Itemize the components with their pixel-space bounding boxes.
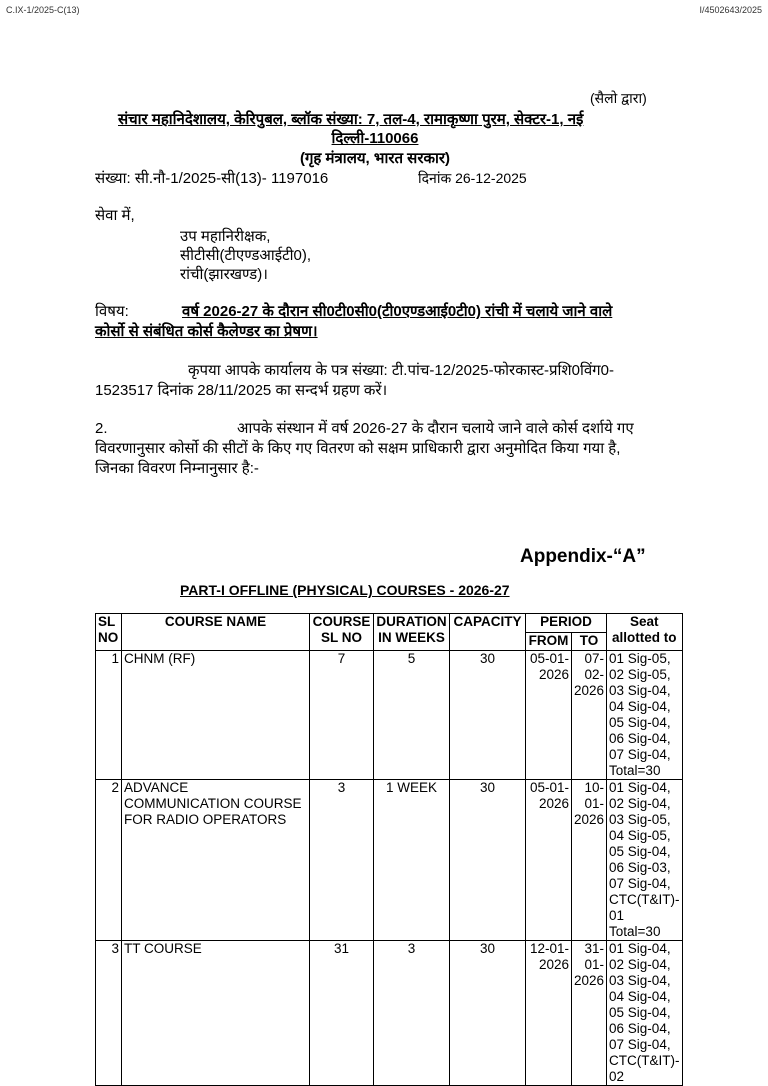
courses-table: [95, 613, 683, 1086]
seat-line: 03 Sig-05,: [609, 812, 671, 827]
part-title: PART-I OFFLINE (PHYSICAL) COURSES - 2026-27: [180, 582, 510, 598]
seat-line: 02 Sig-05,: [609, 667, 671, 682]
seat-line: 07 Sig-04,: [609, 747, 671, 762]
seat-line: 05 Sig-04,: [609, 1005, 671, 1020]
para1-line1: कृपया आपके कार्यालय के पत्र संख्या: टी.पांच-12/2025-फोरकास्ट-प्रशि0विंग0-: [188, 362, 614, 379]
table-row: [96, 941, 683, 1086]
cell-seat-allotment: [607, 651, 682, 780]
header-course-name: COURSE NAME: [122, 614, 310, 651]
para2-line2: विवरणानुसार कोर्सो की सीटों के किए गए वितरण को सक्षम प्राधिकारी द्वारा अनुमोदित किया गया है,: [95, 440, 621, 457]
seat-line: 07 Sig-04,: [609, 1037, 671, 1052]
cell-sl: 3: [96, 941, 122, 1086]
seat-line: 06 Sig-04,: [609, 1021, 671, 1036]
seat-line: Total=30: [609, 763, 661, 778]
seat-line: 06 Sig-03,: [609, 860, 671, 875]
seat-line: 02: [609, 1069, 625, 1084]
cell-course-sl: 7: [310, 651, 374, 780]
cell-from: 12-01-2026: [526, 941, 572, 1086]
ministry-line: (गृह मंत्रालय, भारत सरकार): [299, 150, 450, 167]
seat-line: 01: [609, 908, 625, 923]
cell-course-name: ADVANCE COMMUNICATION COURSE FOR RADIO OPERATORS: [122, 780, 310, 941]
seat-line: 04 Sig-04,: [609, 699, 671, 714]
seat-line: Total=30: [609, 924, 661, 939]
table-row: [96, 651, 683, 780]
cell-duration: 5: [374, 651, 450, 780]
cell-duration: 1 WEEK: [374, 780, 450, 941]
header-period: PERIOD: [526, 614, 607, 633]
header-to: TO: [572, 633, 607, 651]
letter-date: दिनांक 26-12-2025: [418, 170, 527, 186]
para2-number: 2.: [95, 420, 108, 437]
subject-line2: कोर्सो से संबंधित कोर्स कैलेण्डर का प्रेषण।: [95, 323, 318, 340]
table-row: [96, 780, 683, 941]
seat-line: 02 Sig-04,: [609, 957, 671, 972]
cell-to: 10-01-2026: [572, 780, 607, 941]
seat-line: 05 Sig-04,: [609, 715, 671, 730]
recipient-line: उप महानिरीक्षक,: [180, 228, 271, 245]
seat-line: 06 Sig-04,: [609, 731, 671, 746]
cell-seat-allotment: [607, 780, 682, 941]
table-header-row: [96, 614, 683, 633]
header-seat: Seat allotted to: [607, 614, 682, 651]
recipient-line: सीटीसी(टीएण्डआईटी0),: [180, 247, 312, 264]
header-course-sl-no: COURSE SL NO: [310, 614, 374, 651]
cell-capacity: 30: [450, 780, 526, 941]
seat-line: 01 Sig-04,: [609, 780, 671, 795]
cell-seat-allotment: [607, 941, 682, 1086]
cell-to: 07-02-2026: [572, 651, 607, 780]
cell-capacity: 30: [450, 651, 526, 780]
page-ref-right: I/4502643/2025: [699, 5, 762, 15]
para1-line2: 1523517 दिनांक 28/11/2025 का सन्दर्भ ग्रहण करें।: [95, 382, 388, 399]
para2-line1: आपके संस्थान में वर्ष 2026-27 के दौरान चलाये जाने वाले कोर्स दर्शाये गए: [237, 420, 634, 437]
cell-course-name: TT COURSE: [122, 941, 310, 1086]
seat-line: 03 Sig-04,: [609, 683, 671, 698]
seat-line: 03 Sig-04,: [609, 973, 671, 988]
seat-line: 07 Sig-04,: [609, 876, 671, 891]
cell-course-sl: 3: [310, 780, 374, 941]
cell-course-sl: 31: [310, 941, 374, 1086]
header-sl-no: SL NO: [96, 614, 122, 651]
seat-line: 01 Sig-04,: [609, 941, 671, 956]
seat-line: 02 Sig-04,: [609, 796, 671, 811]
seat-line: 01 Sig-05,: [609, 651, 671, 666]
cell-from: 05-01-2026: [526, 780, 572, 941]
para2-line3: जिनका विवरण निम्नानुसार है:-: [95, 460, 259, 477]
appendix-title: Appendix-“A”: [520, 546, 646, 567]
cell-sl: 2: [96, 780, 122, 941]
header-capacity: CAPACITY: [450, 614, 526, 651]
letter-number: संख्या: सी.नौ-1/2025-सी(13)- 1197016: [95, 170, 329, 187]
office-address-line2: दिल्ली-110066: [331, 130, 419, 147]
seat-line: 04 Sig-04,: [609, 989, 671, 1004]
salutation: सेवा में,: [95, 207, 135, 224]
subject-line1: वर्ष 2026-27 के दौरान सी0टी0सी0(टी0एण्डआई0टी0) रांची में चलाये जाने वाले: [182, 303, 613, 320]
header-duration: DURATION IN WEEKS: [374, 614, 450, 651]
header-from: FROM: [526, 633, 572, 651]
via-note: (सैलो द्वारा): [590, 90, 647, 106]
cell-duration: 3: [374, 941, 450, 1086]
cell-from: 05-01-2026: [526, 651, 572, 780]
page-ref-left: C.IX-1/2025-C(13): [6, 5, 80, 15]
seat-line: CTC(T&IT)-: [609, 892, 680, 907]
cell-sl: 1: [96, 651, 122, 780]
cell-course-name: CHNM (RF): [122, 651, 310, 780]
cell-capacity: 30: [450, 941, 526, 1086]
seat-line: CTC(T&IT)-: [609, 1053, 680, 1068]
seat-line: 05 Sig-04,: [609, 844, 671, 859]
cell-to: 31-01-2026: [572, 941, 607, 1086]
seat-line: 04 Sig-05,: [609, 828, 671, 843]
office-address-line1: संचार महानिदेशालय, केरिपुबल, ब्लॉक संख्या: 7, तल-4, रामाकृष्णा पुरम, सेक्टर-1, नई: [118, 111, 584, 128]
subject-label: विषय:: [95, 303, 129, 320]
recipient-line: रांची(झारखण्ड)।: [180, 266, 268, 283]
